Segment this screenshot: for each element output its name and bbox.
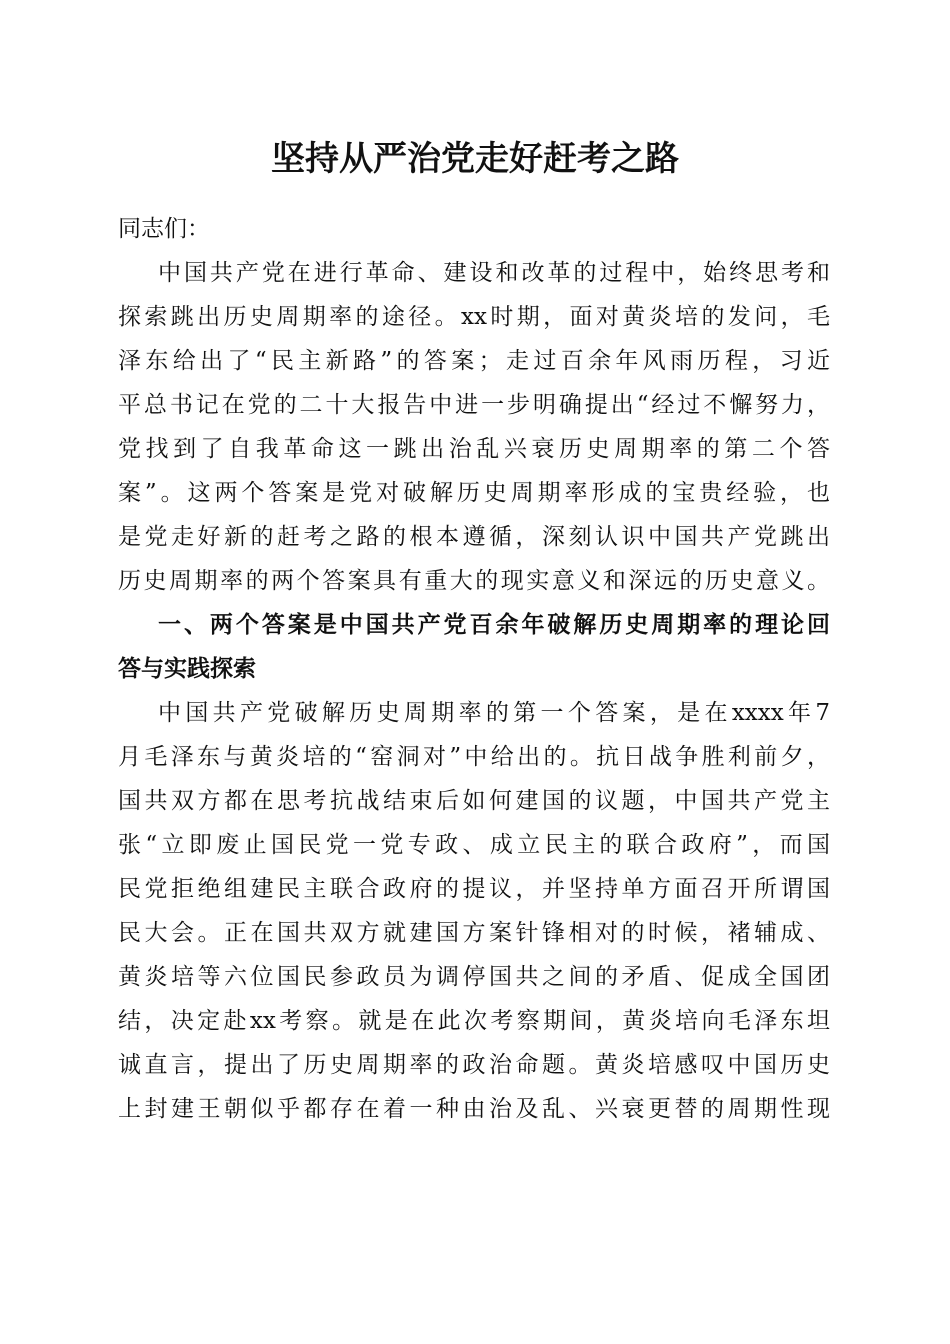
document-title: 坚持从严治党走好赶考之路 — [271, 139, 679, 179]
paragraph-line: 历史周期率的两个答案具有重大的现实意义和深远的历史意义。 — [118, 568, 830, 594]
paragraph-line: 中国共产党破解历史周期率的第一个答案，是在xxxx年7 — [158, 700, 830, 726]
paragraph-line: 张“立即废止国民党一党专政、成立民主的联合政府”，而国 — [118, 832, 830, 858]
salutation: 同志们： — [118, 216, 210, 242]
paragraph-line: 党找到了自我革命这一跳出治乱兴衰历史周期率的第二个答 — [118, 436, 830, 462]
paragraph-line: 中国共产党在进行革命、建设和改革的过程中，始终思考和 — [158, 260, 830, 286]
heading-line: 一、两个答案是中国共产党百余年破解历史周期率的理论回 — [158, 612, 830, 638]
paragraph-1 — [118, 251, 830, 603]
paragraph-line: 是党走好新的赶考之路的根本遵循，深刻认识中国共产党跳出 — [118, 524, 830, 550]
paragraph-line: 上封建王朝似乎都存在着一种由治及乱、兴衰更替的周期性现 — [118, 1096, 830, 1122]
paragraph-line: 案”。这两个答案是党对破解历史周期率形成的宝贵经验，也 — [118, 480, 830, 506]
paragraph-line: 黄炎培等六位国民参政员为调停国共之间的矛盾、促成全国团 — [118, 964, 830, 990]
paragraph-line: 探索跳出历史周期率的途径。xx时期，面对黄炎培的发问，毛 — [118, 304, 830, 330]
paragraph-line: 结，决定赴xx考察。就是在此次考察期间，黄炎培向毛泽东坦 — [118, 1008, 830, 1034]
paragraph-line: 民党拒绝组建民主联合政府的提议，并坚持单方面召开所谓国 — [118, 876, 830, 902]
paragraph-line: 民大会。正在国共双方就建国方案针锋相对的时候，褚辅成、 — [118, 920, 830, 946]
paragraph-line: 泽东给出了“民主新路”的答案；走过百余年风雨历程，习近 — [118, 348, 830, 374]
paragraph-line: 月毛泽东与黄炎培的“窑洞对”中给出的。抗日战争胜利前夕， — [118, 744, 830, 770]
section-heading-1 — [118, 603, 830, 691]
paragraph-line: 国共双方都在思考抗战结束后如何建国的议题，中国共产党主 — [118, 788, 830, 814]
document-body — [118, 207, 830, 1131]
heading-line: 答与实践探索 — [118, 656, 256, 682]
paragraph-line: 诚直言，提出了历史周期率的政治命题。黄炎培感叹中国历史 — [118, 1052, 830, 1078]
paragraph-2 — [118, 691, 830, 1131]
paragraph-line: 平总书记在党的二十大报告中进一步明确提出“经过不懈努力， — [118, 392, 830, 418]
